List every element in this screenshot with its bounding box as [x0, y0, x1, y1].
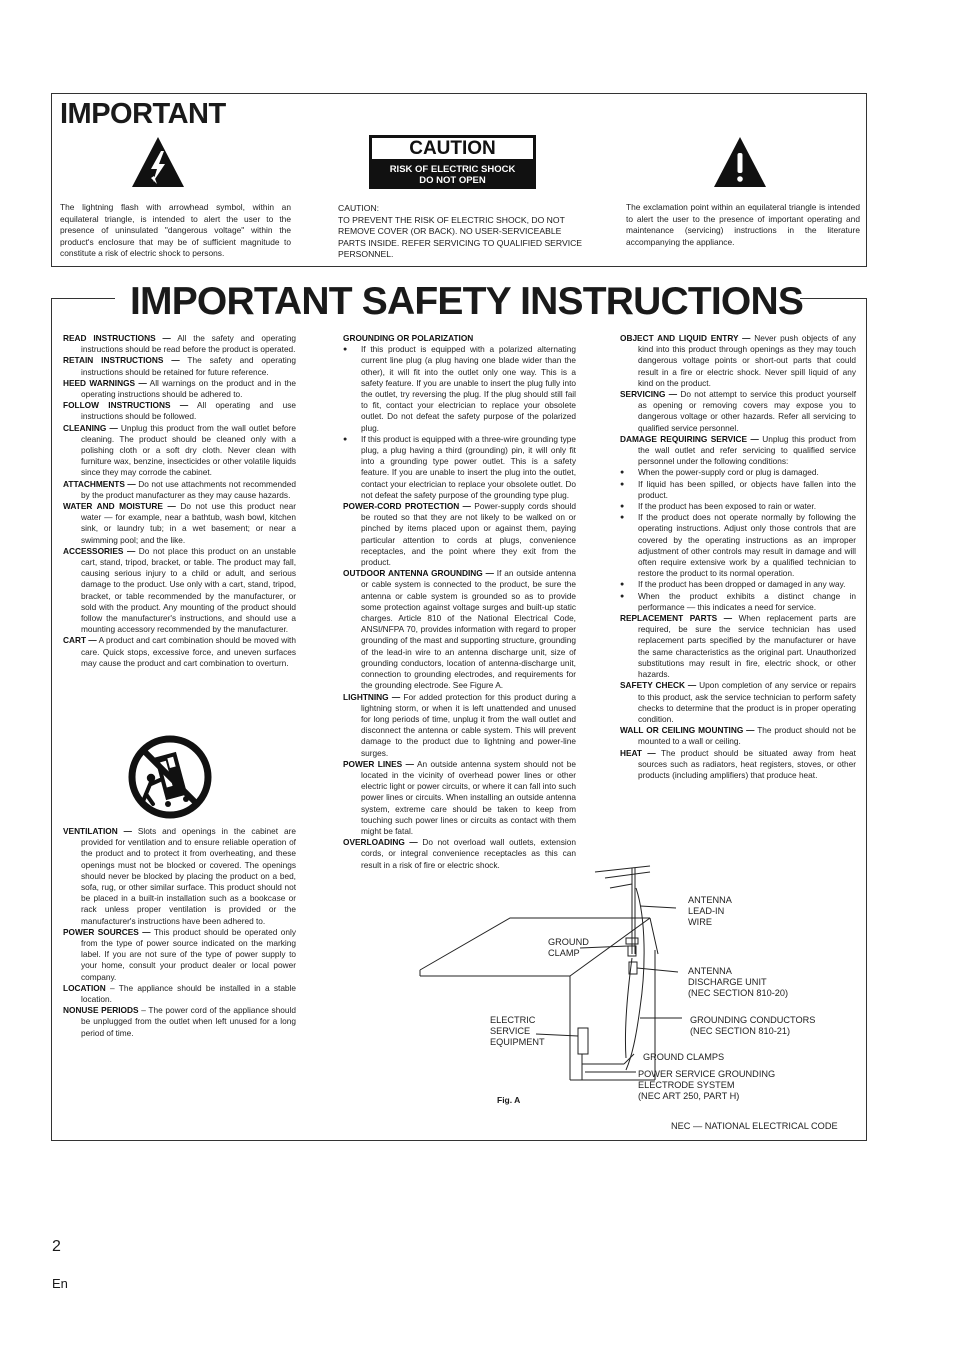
- item-text: – The appliance should be installed in a stable location.: [81, 982, 296, 1005]
- safety-title: IMPORTANT SAFETY INSTRUCTIONS: [130, 280, 804, 323]
- item-head: REPLACEMENT PARTS —: [620, 613, 733, 624]
- item-text: Do not overload wall outlets, extension cords, or integral convenience receptacles as this can result in a risk of fire or electric shock.: [361, 837, 577, 870]
- item-head: LIGHTNING —: [343, 691, 401, 702]
- label-line: GROUNDING CONDUCTORS: [690, 1015, 816, 1025]
- item-head: FOLLOW INSTRUCTIONS —: [63, 400, 189, 411]
- item-text: All the safety and operating instructions should be read before the product is operated.: [81, 333, 296, 355]
- instruction-item: [63, 378, 296, 400]
- instruction-item: [620, 333, 856, 389]
- instruction-item: [343, 501, 576, 568]
- item-head: DAMAGE REQUIRING SERVICE —: [620, 433, 759, 444]
- lightning-description: The lightning flash with arrowhead symbol, within an equilateral triangle, is intended to alert the user to the presence of uninsulated "dangerous voltage" within the product's enclosure that may be of sufficient magnitude to constitute a risk of electric shock to persons.: [60, 202, 291, 259]
- bullet-item: ● When the power-supply cord or plug is damaged.: [620, 467, 856, 478]
- antenna-discharge-label: [688, 966, 788, 999]
- item-head: HEAT —: [620, 747, 656, 758]
- caution-description: CAUTION: TO PREVENT THE RISK OF ELECTRIC SHOCK, DO NOT REMOVE COVER (OR BACK). NO USER-SERVICEABLE PARTS INSIDE. REFER SERVICING TO QUALIFIED SERVICE PERSONNEL.: [338, 203, 583, 259]
- bullet-item: ● If the product does not operate normally by following the operating instructions. Adjust only those controls that are covered by the operating instructions as an improper adjustment of other controls may result in damage and will often require extensive work by a qualified technician to restore the product to its normal operation.: [620, 512, 856, 579]
- grounding-conductors-label: [690, 1015, 815, 1037]
- instruction-item: [63, 983, 296, 1005]
- item-text: An outside antenna system should not be located in the vicinity of overhead power lines or other electric light or power circuits, or where it can fall into such power lines or circuits. When installing an outside antenna system, extreme care should be taken to keep from touching such power lines or circuits as contact with them might be fatal.: [361, 758, 577, 836]
- label-line: (NEC SECTION 810-20): [688, 988, 789, 998]
- instruction-item: [63, 479, 296, 501]
- item-text: All operating and use instructions should be followed.: [81, 400, 296, 422]
- bullet-item: ● If this product is equipped with a three-wire grounding type plug, a plug having a third (grounding) pin, it will only fit into a grounding type power outlet. This is a safety feature. If you are unable to insert the plug into the outlet, contact your electrician to replace your obsolete outlet. Do not defeat the safety purpose of the grounding type plug.: [343, 434, 576, 501]
- instruction-item: [63, 546, 296, 636]
- divider: [800, 298, 867, 299]
- column-1-top: [63, 333, 296, 669]
- item-head: ATTACHMENTS —: [63, 478, 136, 489]
- instruction-item: [63, 1005, 296, 1039]
- label-line: CLAMP: [548, 948, 580, 958]
- item-head: VENTILATION —: [63, 826, 132, 836]
- item-head: SERVICING —: [620, 389, 678, 400]
- item-head: CART —: [63, 635, 97, 646]
- column-2: [343, 333, 576, 871]
- instruction-item: [343, 692, 576, 759]
- bullet-item: ● If this product is equipped with a polarized alternating current line plug (a plug having one blade wider than the other), it will fit into the outlet only one way. This is a safety feature. If you are unable to insert the plug fully into the outlet, try reversing the plug. If the plug should still fail to fit, contact your electrician to replace your obsolete outlet. Do not defeat the safety purpose of the polarized plug.: [343, 344, 576, 434]
- instruction-item: [620, 680, 856, 725]
- item-text: Do not place this product on an unstable cart, stand, tripod, bracket, or table. The product may fall, causing serious injury to a child or adult, and serious damage to the product. Use only with a cart, stand, tripod, bracket, or table recommended by the manufacturer, or sold with the product. Any mounting of the product should follow the manufacturer's instructions, and should use a mounting accessory recommended by the manufacturer.: [81, 545, 297, 635]
- caution-label: [369, 135, 536, 189]
- item-text: Never push objects of any kind into this product through openings as they may touch dangerous voltage points or short-out parts that could result in a fire or electric shock. Never spill liquid of any kind on the product.: [638, 333, 857, 388]
- instruction-item: [343, 568, 576, 691]
- ground-clamps-label: GROUND CLAMPS: [643, 1052, 725, 1062]
- bullet-item: ● If the product has been exposed to rain or water.: [620, 501, 856, 512]
- label-line: ELECTRODE SYSTEM: [638, 1080, 735, 1090]
- electric-service-label: [490, 1015, 545, 1048]
- item-head: LOCATION: [63, 982, 106, 993]
- item-head: READ INSTRUCTIONS —: [63, 333, 171, 343]
- item-text: If an outside antenna or cable system is connected to the product, be sure the antenna or cable system is grounded so as to provide some protection against voltage surges and built-up static charges. Article 810 of the National Electrical Code, ANSI/NFPA 70, provides information with regard to proper grounding of the mast and supporting structure, grounding of the lead-in wire to an antenna discharge unit, size of grounding conductors, location of antenna-discharge unit, connection to grounding electrodes, and requirements for the grounding electrode. See Figure A.: [361, 568, 576, 691]
- item-text: All warnings on the product and in the operating instructions should be adhered to.: [81, 377, 297, 400]
- lightning-warning-icon: [130, 135, 186, 189]
- column-1-bottom: [63, 826, 296, 1039]
- item-text: Upon completion of any service or repairs to this product, ask the service technician to perform safety checks to determine that the product is in proper operating condition.: [638, 680, 856, 724]
- item-text: Do not use this product near water — for example, near a bathtub, wash bowl, kitchen sink, or laundry tub; in a wet basement; or near a swimming pool; and the like.: [81, 501, 296, 545]
- item-text: Do not use attachments not recommended by the product manufacturer as they may cause hazards.: [81, 478, 296, 500]
- label-line: ANTENNA: [688, 966, 732, 976]
- instruction-item: [620, 613, 856, 680]
- item-text: The safety and operating instructions should be retained for future reference.: [81, 355, 296, 377]
- grounding-heading: GROUNDING OR POLARIZATION: [343, 333, 474, 343]
- item-text: Unplug this product from the wall outlet and refer servicing to qualified service personnel under the following conditions:: [638, 433, 856, 467]
- bullet-item: ● When the product exhibits a distinct change in performance — this indicates a need for service.: [620, 591, 856, 613]
- instruction-item: [63, 826, 296, 927]
- item-text: The product should be situated away from heat sources such as radiators, heat registers, stoves, or other products (including amplifiers) that produce heat.: [638, 747, 856, 780]
- item-head: WALL OR CEILING MOUNTING —: [620, 725, 755, 736]
- label-line: (NEC ART 250, PART H): [638, 1091, 740, 1101]
- item-text: This product should be operated only from the type of power source indicated on the marking label. If you are not sure of the type of power supply to your home, consult your product dealer or local power company.: [81, 926, 296, 982]
- figure-caption: Fig. A: [497, 1095, 521, 1105]
- item-text: Do not attempt to service this product yourself as opening or removing covers may expose you to dangerous voltage or other hazards. Refer all servicing to qualified service personnel.: [638, 389, 856, 433]
- cart-tip-over-warning-icon: [124, 734, 216, 820]
- item-head: ACCESSORIES —: [63, 545, 136, 556]
- item-head: NONUSE PERIODS: [63, 1005, 139, 1016]
- bullet-item: ● If the product has been dropped or damaged in any way.: [620, 579, 856, 590]
- page-number: 2: [52, 1238, 61, 1255]
- label-line: ELECTRIC: [490, 1015, 536, 1025]
- item-head: SAFETY CHECK —: [620, 680, 697, 691]
- exclamation-description: The exclamation point within an equilateral triangle is intended to alert the user to the presence of important operating and maintenance (servicing) instructions in the literature accompanying the appliance.: [626, 202, 860, 247]
- instruction-item: [63, 333, 296, 355]
- item-head: WATER AND MOISTURE —: [63, 501, 176, 512]
- item-text: A product and cart combination should be moved with care. Quick stops, excessive force, and uneven surfaces may cause the product and cart combination to overturn.: [81, 635, 296, 668]
- item-head: POWER-CORD PROTECTION —: [343, 501, 471, 512]
- instruction-item: [343, 759, 576, 837]
- instruction-item: [620, 725, 856, 747]
- page-language: En: [52, 1276, 68, 1291]
- item-text: The product should not be mounted to a wall or ceiling.: [638, 725, 856, 747]
- power-service-label: [638, 1069, 775, 1102]
- instruction-item: [620, 434, 856, 468]
- item-text: Power-supply cords should be routed so that they are not likely to be walked on or pinched by items placed upon or against them, paying particular attention to cords at plugs, convenience receptacles, and the point where they exit from the product.: [361, 501, 576, 568]
- instruction-item: [63, 400, 296, 422]
- instruction-item: [63, 355, 296, 377]
- nec-note: NEC — NATIONAL ELECTRICAL CODE: [671, 1121, 838, 1131]
- caution-line-2: DO NOT OPEN: [419, 175, 486, 186]
- antenna-lead-in-label: [688, 895, 732, 928]
- instruction-item: [620, 748, 856, 782]
- label-line: POWER SERVICE GROUNDING: [638, 1069, 776, 1079]
- item-head: HEED WARNINGS —: [63, 377, 147, 388]
- label-line: ANTENNA: [688, 895, 732, 905]
- instruction-item: [63, 423, 296, 479]
- column-3: [620, 333, 856, 781]
- divider: [51, 298, 115, 299]
- instruction-item: [620, 389, 856, 434]
- ground-clamp-label: [548, 937, 589, 959]
- instruction-item: [63, 635, 296, 669]
- item-text: For added protection for this product during a lightning storm, or when it is left unattended and unused for long periods of time, unplug it from the wall outlet and disconnect the antenna or cable system. This will prevent damage to the product due to lightning and power-line surges.: [361, 691, 576, 758]
- item-head: POWER SOURCES —: [63, 926, 151, 937]
- important-title: IMPORTANT: [60, 98, 226, 130]
- item-text: Unplug this product from the wall outlet before cleaning. The product should be cleaned only with a polishing cloth or a soft dry cloth. Never clean with furniture wax, benzine, insecticides or other volatile liquids since they may corrode the cabinet.: [81, 422, 296, 478]
- exclamation-warning-icon: [712, 135, 768, 189]
- label-line: DISCHARGE UNIT: [688, 977, 767, 987]
- label-line: LEAD-IN: [688, 906, 725, 916]
- caution-title: CAUTION: [372, 138, 533, 159]
- item-text: – The power cord of the appliance should be unplugged from the outlet when left unused for a long period of time.: [81, 1005, 296, 1038]
- instruction-item: [63, 927, 296, 983]
- item-head: POWER LINES —: [343, 758, 414, 769]
- item-head: RETAIN INSTRUCTIONS —: [63, 355, 180, 366]
- item-head: CLEANING —: [63, 422, 118, 433]
- label-line: WIRE: [688, 917, 712, 927]
- item-head: OBJECT AND LIQUID ENTRY —: [620, 333, 751, 343]
- item-head: OVERLOADING —: [343, 837, 418, 848]
- label-line: (NEC SECTION 810-21): [690, 1026, 791, 1036]
- label-line: EQUIPMENT: [490, 1037, 545, 1047]
- instruction-item: [63, 501, 296, 546]
- label-line: GROUND: [548, 937, 589, 947]
- item-text: Slots and openings in the cabinet are provided for ventilation and to ensure reliable operation of the product and to protect it from overheating, and these openings must not be blocked or covered. The openings should never be blocked by placing the product on a bed, sofa, rug, or other similar surface. This product should not be placed in a built-in installation such as a bookcase or rack unless proper ventilation is provided or the manufacturer's instructions have been adhered to.: [81, 826, 296, 926]
- label-line: SERVICE: [490, 1026, 531, 1036]
- item-head: OUTDOOR ANTENNA GROUNDING —: [343, 568, 494, 579]
- bullet-item: ● If liquid has been spilled, or objects have fallen into the product.: [620, 479, 856, 501]
- caution-line-1: RISK OF ELECTRIC SHOCK: [389, 164, 516, 175]
- item-text: When replacement parts are required, be sure the service technician has used replacement parts specified by the manufacturer or have the same characteristics as the original part. Unauthorized substitutions may result in fire, electric shock, or other hazards.: [638, 613, 856, 680]
